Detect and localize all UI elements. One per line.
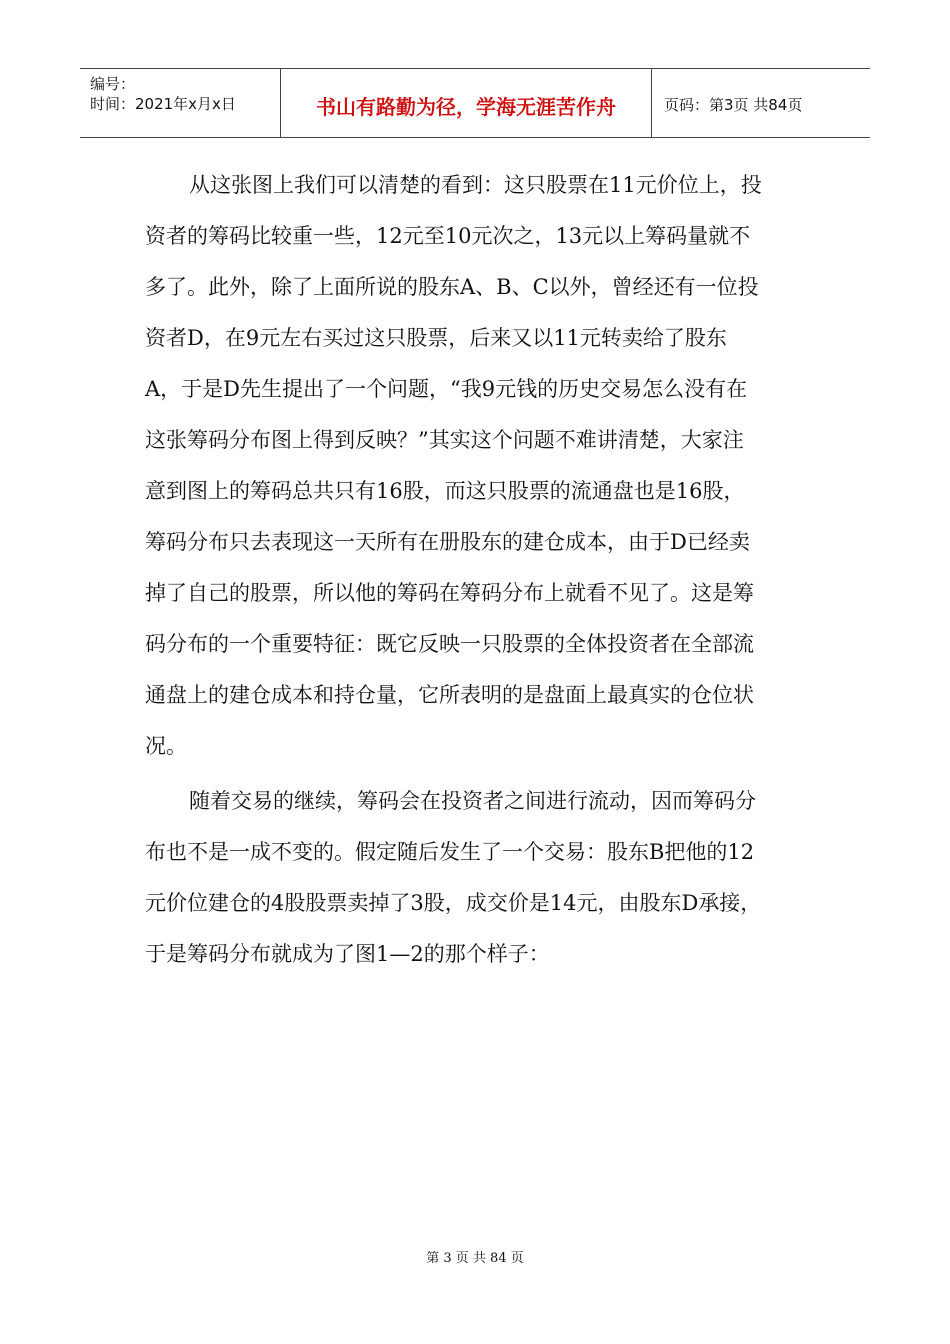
paragraph-line: 资者D，在9元左右买过这只股票，后来又以11元转卖给了股东 (145, 326, 727, 350)
header-page-cell (652, 69, 870, 137)
document-number-label: 编号： (90, 75, 136, 93)
page-footer: 第 3 页 共 84 页 (426, 1251, 524, 1266)
header-motto: 书山有路勤为径，学海无涯苦作舟 (316, 95, 616, 119)
paragraph-line: 码分布的一个重要特征：既它反映一只股票的全体投资者在全部流 (145, 632, 754, 656)
header-motto-cell (281, 69, 652, 137)
paragraph-1 (145, 160, 805, 772)
paragraph-line: 筹码分布只去表现这一天所有在册股东的建仓成本，由于D已经卖 (145, 530, 750, 554)
paragraph-line: 意到图上的筹码总共只有16股，而这只股票的流通盘也是16股， (145, 479, 745, 503)
page-header (80, 68, 870, 138)
paragraph-line: 通盘上的建仓成本和持仓量，它所表明的是盘面上最真实的仓位状 (145, 683, 754, 707)
paragraph-line: 随着交易的继续，筹码会在投资者之间进行流动，因而筹码分 (189, 789, 756, 813)
paragraph-line: 掉了自己的股票，所以他的筹码在筹码分布上就看不见了。这是筹 (145, 581, 754, 605)
paragraph-line: 资者的筹码比较重一些，12元至10元次之，13元以上筹码量就不 (145, 224, 751, 248)
header-page-info: 页码：第3页 共84页 (664, 96, 803, 114)
paragraph-2 (145, 776, 805, 980)
paragraph-line: 布也不是一成不变的。假定随后发生了一个交易：股东B把他的12 (145, 840, 755, 864)
paragraph-line: A，于是D先生提出了一个问题，“我9元钱的历史交易怎么没有在 (145, 377, 748, 401)
paragraph-line: 于是筹码分布就成为了图1—2的那个样子： (145, 942, 550, 966)
paragraph-line: 元价位建仓的4股股票卖掉了3股，成交价是14元，由股东D承接， (145, 891, 762, 915)
header-meta-cell (80, 69, 281, 137)
paragraph-line: 多了。此外，除了上面所说的股东A、B、C以外，曾经还有一位投 (145, 275, 759, 299)
paragraph-line: 从这张图上我们可以清楚的看到：这只股票在11元价位上，投 (189, 173, 762, 197)
paragraph-line: 这张筹码分布图上得到反映？”其实这个问题不难讲清楚，大家注 (145, 428, 744, 452)
paragraph-line: 况。 (145, 734, 187, 758)
document-date: 时间：2021年x月x日 (90, 95, 236, 113)
